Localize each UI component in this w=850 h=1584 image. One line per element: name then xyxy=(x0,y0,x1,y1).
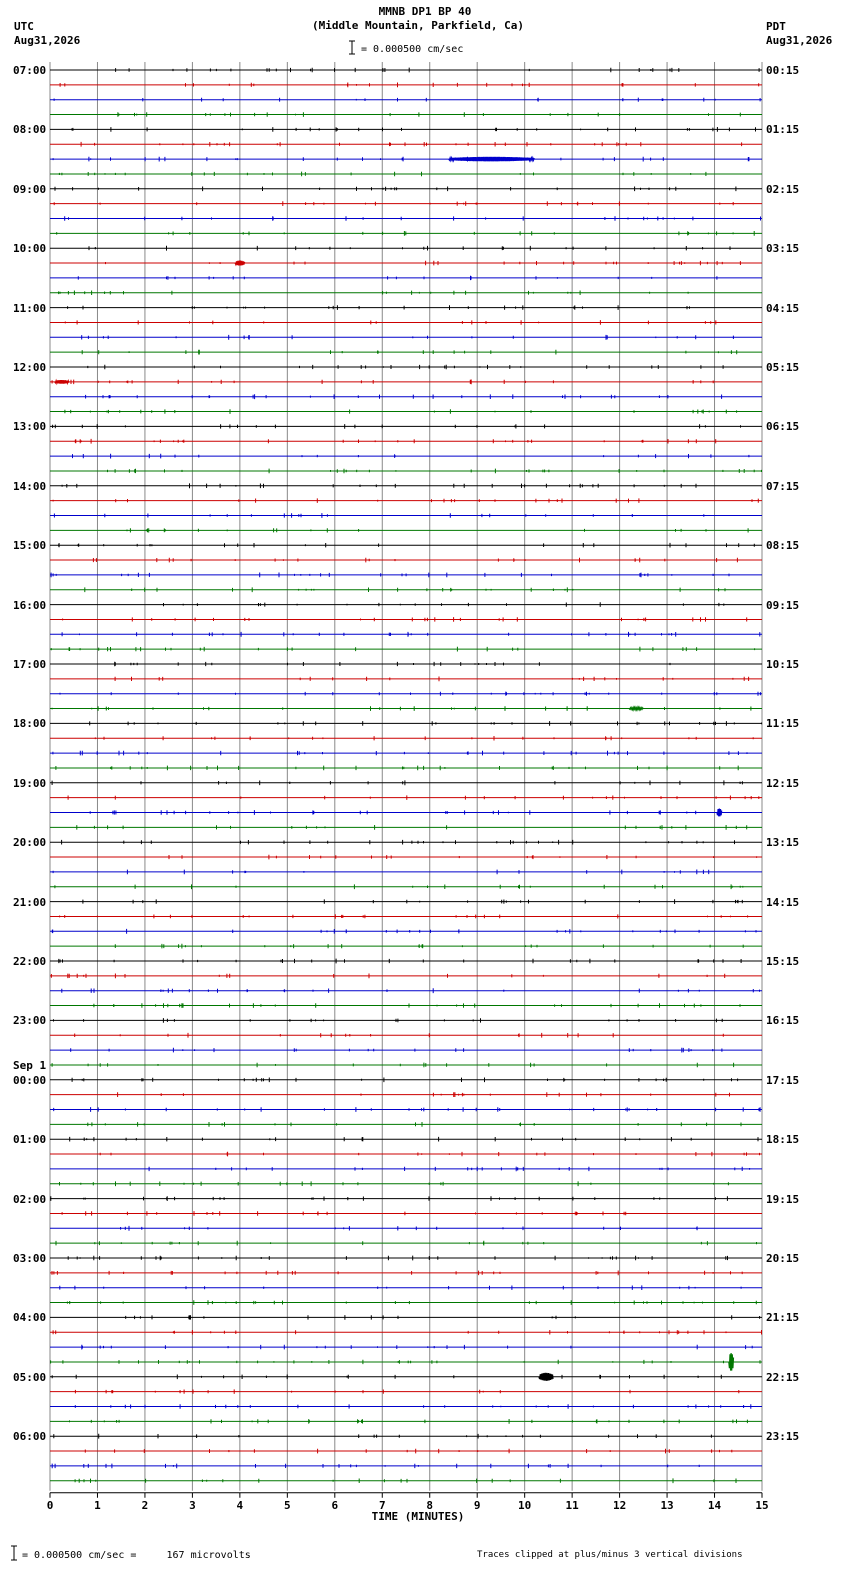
left-hour-label: 17:00 xyxy=(13,658,47,671)
right-hour-label: 15:15 xyxy=(766,955,800,968)
x-tick-label-9: 9 xyxy=(473,1498,481,1512)
left-hour-label: 18:00 xyxy=(13,717,47,731)
x-tick-label-10: 10 xyxy=(518,1498,532,1512)
left-hour-label: 14:00 xyxy=(13,479,47,493)
right-hour-label: 02:15 xyxy=(766,182,800,196)
left-hour-label: 03:00 xyxy=(13,1252,47,1265)
left-hour-label: 09:00 xyxy=(13,182,47,196)
right-hour-label: 16:15 xyxy=(766,1014,800,1028)
event-0 xyxy=(449,157,535,161)
x-tick-label-3: 3 xyxy=(189,1498,196,1512)
right-hour-label: 12:15 xyxy=(766,776,800,790)
right-hour-label: 18:15 xyxy=(766,1133,800,1147)
left-hour-label: 01:00 xyxy=(13,1133,47,1147)
left-date-label: Sep 1 xyxy=(13,1058,47,1072)
minute-grid xyxy=(50,62,762,1491)
x-tick-label-15: 15 xyxy=(755,1498,769,1512)
right-hour-label: 20:15 xyxy=(766,1252,800,1265)
right-hour-label: 01:15 xyxy=(766,123,800,137)
x-tick-label-1: 1 xyxy=(94,1498,101,1512)
event-3 xyxy=(629,707,643,709)
left-hour-label: 04:00 xyxy=(13,1311,47,1325)
x-tick-label-2: 2 xyxy=(141,1498,149,1512)
chart-title: MMNB DP1 BP 40 xyxy=(378,5,472,18)
left-hour-label: 11:00 xyxy=(13,301,47,315)
right-timezone: PDT xyxy=(766,20,786,33)
right-hour-label: 14:15 xyxy=(766,895,800,909)
left-hour-label: 16:00 xyxy=(13,598,47,612)
right-hour-label: 07:15 xyxy=(766,479,800,493)
right-hour-label: 06:15 xyxy=(766,420,800,434)
right-hour-label: 21:15 xyxy=(766,1311,800,1325)
right-hour-label: 08:15 xyxy=(766,539,800,553)
left-hour-label: 12:00 xyxy=(13,361,47,374)
x-axis-title: TIME (MINUTES) xyxy=(371,1510,465,1523)
left-hour-label: 13:00 xyxy=(13,420,47,434)
left-date: Aug31,2026 xyxy=(14,34,81,47)
right-hour-label: 11:15 xyxy=(766,717,800,731)
left-hour-label: 10:00 xyxy=(13,242,47,256)
left-hour-label: 23:00 xyxy=(13,1014,47,1028)
x-tick-label-5: 5 xyxy=(284,1498,291,1512)
left-hour-label: 15:00 xyxy=(13,539,47,553)
left-hour-label: 21:00 xyxy=(13,895,47,909)
x-tick-label-0: 0 xyxy=(46,1498,54,1512)
left-hour-label: 08:00 xyxy=(13,123,47,137)
x-tick-label-14: 14 xyxy=(707,1498,722,1512)
left-hour-label: 19:00 xyxy=(13,776,47,790)
x-axis xyxy=(47,1493,769,1512)
right-hour-label: 09:15 xyxy=(766,598,800,612)
right-hour-label: 19:15 xyxy=(766,1192,800,1206)
left-hour-label: 22:00 xyxy=(13,955,47,968)
x-tick-label-4: 4 xyxy=(236,1498,244,1512)
scale-label: = 0.000500 cm/sec xyxy=(361,44,464,55)
right-hour-label: 22:15 xyxy=(766,1370,800,1384)
x-tick-label-8: 8 xyxy=(426,1498,434,1512)
right-hour-label: 05:15 xyxy=(766,361,800,374)
seismic-events xyxy=(55,157,734,1381)
event-4 xyxy=(717,809,722,817)
left-hour-label: 07:00 xyxy=(13,64,47,77)
event-2 xyxy=(55,380,69,384)
chart-subtitle: (Middle Mountain, Parkfield, Ca) xyxy=(312,19,524,32)
event-5 xyxy=(539,1373,553,1381)
right-hour-label: 00:15 xyxy=(766,64,800,77)
trace-lines xyxy=(50,68,762,1484)
x-tick-label-6: 6 xyxy=(331,1498,339,1512)
x-tick-label-11: 11 xyxy=(565,1498,579,1512)
x-tick-label-13: 13 xyxy=(660,1498,674,1512)
right-hour-label: 10:15 xyxy=(766,658,800,671)
left-hour-label: 02:00 xyxy=(13,1192,47,1206)
footer-scale-label: = 0.000500 cm/sec = 167 microvolts xyxy=(22,1550,251,1561)
left-hour-label: 06:00 xyxy=(13,1430,47,1444)
right-date: Aug31,2026 xyxy=(766,34,833,47)
left-hour-label: 05:00 xyxy=(13,1370,47,1384)
left-timezone: UTC xyxy=(14,20,34,33)
clip-note: Traces clipped at plus/minus 3 vertical divisions xyxy=(477,1550,743,1560)
right-hour-label: 17:15 xyxy=(766,1073,800,1087)
right-hour-label: 13:15 xyxy=(766,836,800,850)
x-tick-label-12: 12 xyxy=(612,1498,627,1512)
x-tick-label-7: 7 xyxy=(378,1498,386,1512)
footer-scale-bar-icon xyxy=(11,1546,17,1560)
right-hour-label: 04:15 xyxy=(766,301,800,315)
event-6 xyxy=(729,1353,734,1371)
scale-bar-icon xyxy=(349,41,355,54)
left-hour-label: 20:00 xyxy=(13,836,47,850)
left-hour-label: 00:00 xyxy=(13,1073,47,1087)
right-hour-label: 23:15 xyxy=(766,1430,800,1444)
right-hour-label: 03:15 xyxy=(766,242,800,256)
event-1 xyxy=(235,261,245,266)
